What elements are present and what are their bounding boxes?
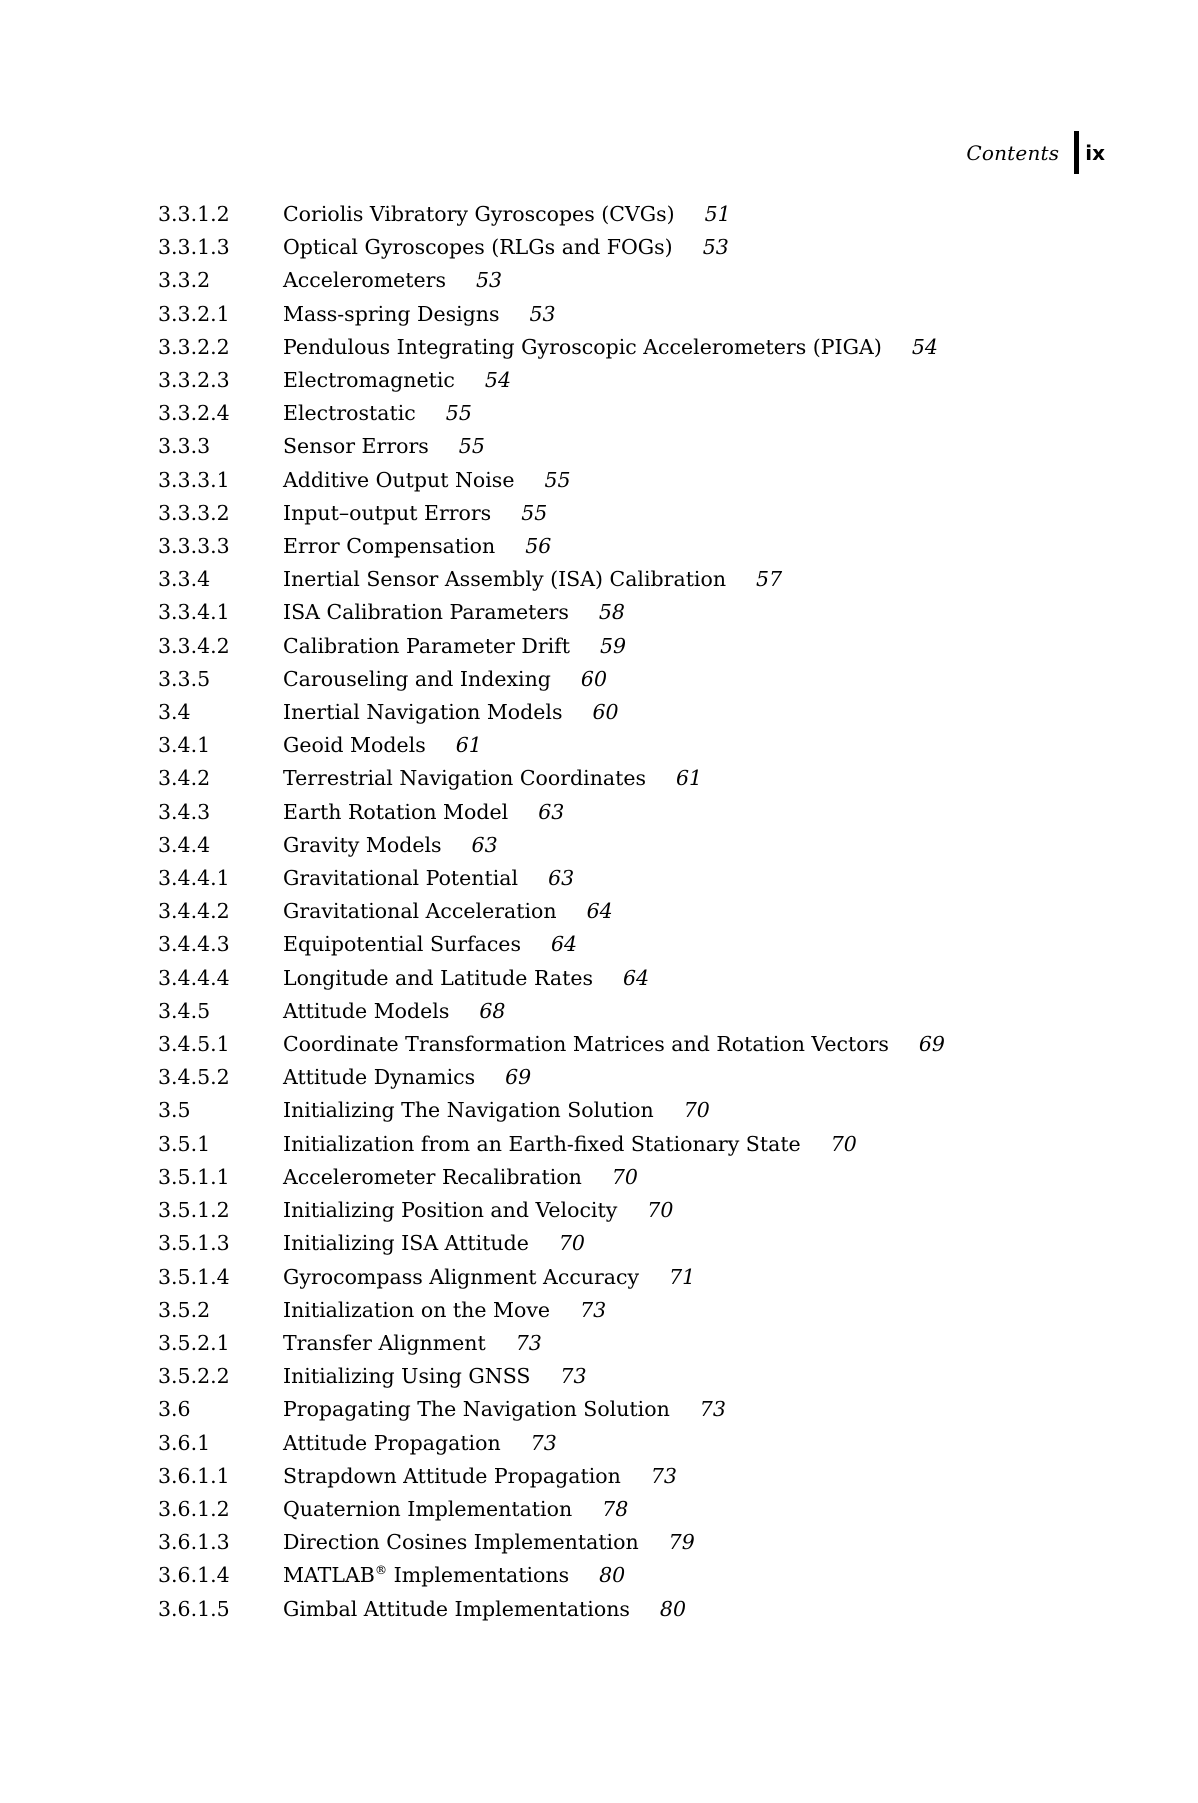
toc-entry (158, 796, 945, 829)
section-number: 3.4.4.4 (158, 965, 230, 990)
section-number: 3.5.1.2 (158, 1198, 230, 1223)
section-title: Strapdown Attitude Propagation (283, 1463, 621, 1488)
toc-entry (158, 530, 945, 563)
section-title: Longitude and Latitude Rates (283, 965, 593, 990)
section-title: Inertial Navigation Models (283, 700, 563, 725)
toc-entry (158, 1094, 945, 1127)
section-title: Attitude Dynamics (283, 1065, 476, 1090)
section-page-number: 73 (560, 1364, 587, 1389)
section-title: Gyrocompass Alignment Accuracy (283, 1264, 640, 1289)
section-page-number: 60 (592, 700, 619, 725)
section-title: Input–output Errors (283, 500, 492, 525)
section-number: 3.5.2 (158, 1297, 211, 1322)
section-title: Terrestrial Navigation Coordinates (283, 766, 647, 791)
toc-entry (158, 1161, 945, 1194)
toc-entry (158, 331, 945, 364)
toc-entry (158, 1460, 945, 1493)
section-page-number: 53 (529, 301, 556, 326)
section-number: 3.6.1.2 (158, 1496, 230, 1521)
toc-entry (158, 430, 945, 463)
section-title: Attitude Propagation (283, 1430, 501, 1455)
section-title: Accelerometers (283, 268, 446, 293)
section-number: 3.3.2.1 (158, 301, 230, 326)
section-title: Coriolis Vibratory Gyroscopes (CVGs) (283, 202, 675, 226)
section-number: 3.5.1.3 (158, 1231, 230, 1256)
toc-entry (158, 231, 945, 264)
section-number: 3.3.3.3 (158, 534, 230, 559)
section-title: Gravitational Potential (283, 866, 519, 891)
section-number: 3.4.4 (158, 832, 211, 857)
toc-entry (158, 829, 945, 862)
toc-entry (158, 962, 945, 995)
section-page-number: 55 (458, 434, 485, 459)
section-title: Geoid Models (283, 733, 426, 758)
toc-entry (158, 198, 945, 231)
section-number: 3.3.2.3 (158, 368, 230, 393)
section-page-number: 61 (676, 766, 703, 791)
section-title: Accelerometer Recalibration (283, 1164, 582, 1189)
section-page-number: 73 (699, 1397, 726, 1422)
toc-entry (158, 1194, 945, 1227)
section-number: 3.3.2.4 (158, 401, 230, 426)
section-number: 3.3.3.2 (158, 500, 230, 525)
section-title: Initializing The Navigation Solution (283, 1098, 654, 1123)
section-title: Inertial Sensor Assembly (ISA) Calibration (283, 567, 727, 592)
section-title: ISA Calibration Parameters (283, 600, 569, 625)
section-title: Optical Gyroscopes (RLGs and FOGs) (283, 235, 673, 260)
toc-entry (158, 298, 945, 331)
section-page-number: 68 (479, 998, 506, 1023)
toc-entry (158, 663, 945, 696)
section-number: 3.4.4.2 (158, 899, 230, 924)
toc-entry (158, 596, 945, 629)
section-page-number: 70 (830, 1131, 857, 1156)
section-number: 3.3.4.1 (158, 600, 230, 625)
section-page-number: 80 (659, 1596, 687, 1621)
section-title: Equipotential Surfaces (283, 932, 521, 957)
section-number: 3.4 (158, 700, 191, 725)
section-number: 3.3.2 (158, 268, 211, 293)
section-number: 3.5.1.1 (158, 1164, 230, 1189)
section-page-number: 73 (650, 1463, 677, 1488)
section-number: 3.4.4.1 (158, 866, 230, 891)
section-page-number: 54 (911, 334, 938, 359)
section-page-number: 79 (668, 1530, 695, 1555)
toc-entry (158, 364, 945, 397)
page-header (966, 130, 1105, 175)
section-page-number: 56 (525, 534, 552, 559)
page-number: ix (1085, 140, 1105, 165)
section-number: 3.3.3 (158, 434, 211, 459)
section-page-number: 73 (515, 1330, 542, 1355)
section-number: 3.6 (158, 1397, 191, 1422)
toc-entry (158, 862, 945, 895)
toc-entry (158, 895, 945, 928)
section-title: Gravity Models (283, 832, 442, 857)
section-title: Quaternion Implementation (283, 1496, 573, 1521)
section-page-number: 64 (586, 899, 613, 924)
section-page-number: 53 (702, 235, 729, 260)
toc-entry (158, 729, 945, 762)
section-title: Initialization on the Move (283, 1297, 551, 1322)
section-number: 3.3.5 (158, 666, 211, 691)
section-number: 3.3.3.1 (158, 467, 230, 492)
toc-list (158, 198, 945, 1626)
section-number: 3.5.1.4 (158, 1264, 230, 1289)
section-page-number: 73 (580, 1297, 607, 1322)
toc-entry (158, 1360, 945, 1393)
section-page-number: 80 (599, 1563, 626, 1588)
toc-entry (158, 1526, 945, 1559)
section-title: Carouseling and Indexing (283, 666, 551, 691)
toc-entry (158, 1427, 945, 1460)
section-number: 3.6.1.5 (158, 1596, 230, 1621)
toc-entry (158, 497, 945, 530)
toc-entry (158, 1593, 945, 1626)
section-page-number: 60 (580, 666, 608, 691)
section-title: Pendulous Integrating Gyroscopic Accelerometers (PIGA) (283, 334, 882, 359)
section-title: Gimbal Attitude Implementations (283, 1596, 630, 1621)
section-page-number: 78 (602, 1496, 629, 1521)
toc-entry (158, 762, 945, 795)
section-number: 3.3.4.2 (158, 633, 230, 658)
toc-entry (158, 464, 945, 497)
toc-entry (158, 397, 945, 430)
header-divider (1074, 131, 1079, 174)
section-title: Mass-spring Designs (283, 301, 500, 326)
section-title: Earth Rotation Model (283, 799, 509, 824)
section-number: 3.4.2 (158, 766, 211, 791)
section-number: 3.4.5.2 (158, 1065, 230, 1090)
section-page-number: 63 (548, 866, 575, 891)
section-number: 3.4.4.3 (158, 932, 230, 957)
toc-entry (158, 928, 945, 961)
section-number: 3.4.1 (158, 733, 211, 758)
section-title: Gravitational Acceleration (283, 899, 557, 924)
toc-entry (158, 1493, 945, 1526)
section-title: Attitude Models (283, 998, 450, 1023)
section-number: 3.5.1 (158, 1131, 211, 1156)
section-number: 3.3.1.2 (158, 202, 230, 226)
section-number: 3.6.1.3 (158, 1530, 230, 1555)
section-number: 3.5.2.2 (158, 1364, 230, 1389)
section-page-number: 70 (611, 1164, 638, 1189)
section-page-number: 69 (505, 1065, 532, 1090)
section-page-number: 70 (683, 1098, 710, 1123)
toc-entry (158, 1393, 945, 1426)
toc-entry (158, 1061, 945, 1094)
section-page-number: 54 (484, 368, 512, 393)
section-page-number: 71 (669, 1264, 696, 1289)
section-page-number: 73 (530, 1430, 557, 1455)
section-page-number: 61 (455, 733, 482, 758)
section-number: 3.4.3 (158, 799, 211, 824)
section-title: Direction Cosines Implementation (283, 1530, 639, 1555)
section-number: 3.4.5 (158, 998, 211, 1023)
section-page-number: 64 (622, 965, 650, 990)
section-title: Initializing Position and Velocity (283, 1198, 618, 1223)
section-number: 3.5.2.1 (158, 1330, 230, 1355)
section-number: 3.5 (158, 1098, 191, 1123)
section-page-number: 70 (647, 1198, 674, 1223)
section-page-number: 53 (476, 268, 503, 293)
toc-entry (158, 995, 945, 1028)
section-number: 3.6.1.4 (158, 1563, 230, 1588)
section-page-number: 57 (756, 567, 783, 592)
toc-entry (158, 1128, 945, 1161)
section-page-number: 59 (600, 633, 627, 658)
section-page-number: 55 (445, 401, 472, 426)
section-title: Initializing ISA Attitude (283, 1231, 529, 1256)
section-title: Electrostatic (283, 401, 416, 426)
toc-entry (158, 630, 945, 663)
section-page-number: 63 (471, 832, 498, 857)
running-head: Contents (966, 140, 1060, 165)
toc-entry (158, 1227, 945, 1260)
section-title: Transfer Alignment (283, 1330, 486, 1355)
section-title: Sensor Errors (283, 434, 429, 459)
section-title: Calibration Parameter Drift (283, 633, 571, 658)
registered-trademark-symbol: ® (374, 1563, 388, 1578)
toc-entry (158, 696, 945, 729)
section-title: Additive Output Noise (283, 467, 515, 492)
section-number: 3.4.5.1 (158, 1032, 230, 1057)
section-page-number: 55 (544, 467, 571, 492)
section-title: MATLAB® Implementations (283, 1563, 570, 1588)
toc-entry (158, 563, 945, 596)
section-number: 3.3.1.3 (158, 235, 230, 260)
section-page-number: 69 (918, 1032, 945, 1057)
section-number: 3.3.4 (158, 567, 211, 592)
section-title: Initializing Using GNSS (283, 1364, 531, 1389)
section-number: 3.3.2.2 (158, 334, 230, 359)
section-page-number: 64 (550, 932, 578, 957)
section-number: 3.6.1 (158, 1430, 211, 1455)
toc-entry (158, 1294, 945, 1327)
section-page-number: 58 (598, 600, 625, 625)
section-title: Propagating The Navigation Solution (283, 1397, 670, 1422)
section-title: Electromagnetic (283, 368, 455, 393)
section-title: Error Compensation (283, 534, 496, 559)
toc-entry (158, 1261, 945, 1294)
toc-entry (158, 264, 945, 297)
section-page-number: 63 (538, 799, 565, 824)
section-page-number: 70 (558, 1231, 585, 1256)
section-title: Initialization from an Earth-fixed Stationary State (283, 1131, 801, 1156)
section-page-number: 55 (521, 500, 548, 525)
toc-entry (158, 1559, 945, 1592)
toc-entry (158, 1327, 945, 1360)
section-number: 3.6.1.1 (158, 1463, 230, 1488)
section-title: Coordinate Transformation Matrices and Rotation Vectors (283, 1032, 889, 1057)
toc-entry (158, 1028, 945, 1061)
section-page-number: 51 (704, 202, 731, 226)
